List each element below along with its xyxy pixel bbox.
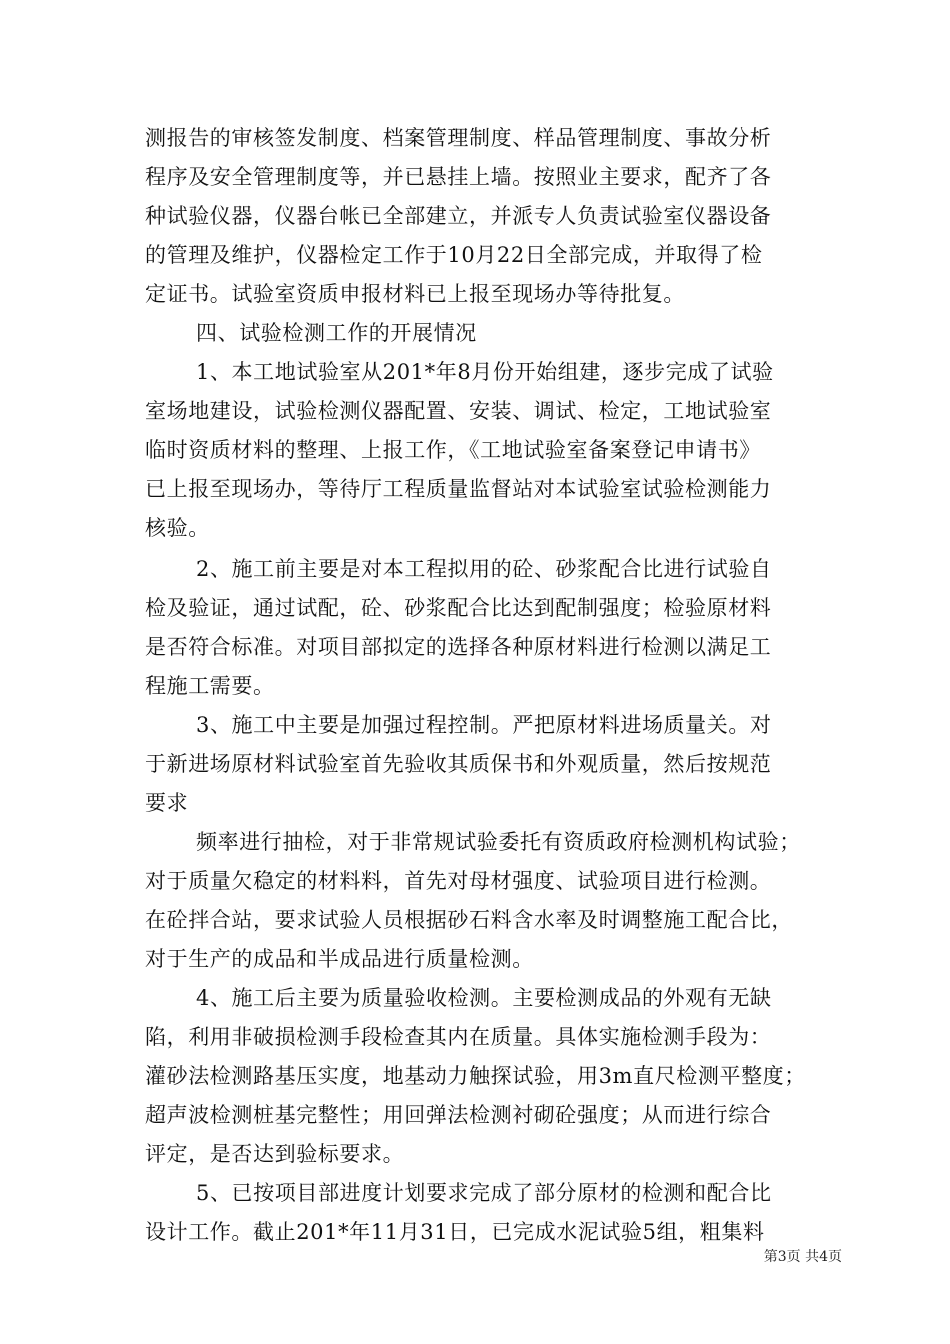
text-line: 已上报至现场办，等待厅工程质量监督站对本试验室试验检测能力 bbox=[145, 477, 772, 501]
text-line: 设计工作。截止201*年11月31日，已完成水泥试验5组，粗集料 bbox=[145, 1220, 765, 1244]
text-line: 灌砂法检测路基压实度，地基动力触探试验，用3m直尺检测平整度； bbox=[145, 1064, 806, 1088]
text-line: 陷，利用非破损检测手段检查其内在质量。具体实施检测手段为： bbox=[145, 1025, 772, 1049]
section-heading: 四、试验检测工作的开展情况 bbox=[196, 321, 477, 345]
text-line: 要求 bbox=[145, 791, 189, 815]
text-line: 定证书。试验室资质申报材料已上报至现场办等待批复。 bbox=[145, 282, 685, 306]
text-line: 对于质量欠稳定的材料料，首先对母材强度、试验项目进行检测。 bbox=[145, 869, 772, 893]
page-number-footer: 第3页 共4页 bbox=[763, 1249, 842, 1265]
text-line: 评定，是否达到验标要求。 bbox=[145, 1142, 405, 1166]
text-line: 对于生产的成品和半成品进行质量检测。 bbox=[145, 947, 534, 971]
text-line: 程施工需要。 bbox=[145, 674, 275, 698]
text-line: 测报告的审核签发制度、档案管理制度、样品管理制度、事故分析 bbox=[145, 126, 772, 150]
text-line: 2、施工前主要是对本工程拟用的砼、砂浆配合比进行试验自 bbox=[196, 557, 772, 581]
text-line: 频率进行抽检，对于非常规试验委托有资质政府检测机构试验； bbox=[196, 830, 801, 854]
text-line: 临时资质材料的整理、上报工作，《工地试验室备案登记申请书》 bbox=[145, 438, 761, 462]
text-line: 5、已按项目部进度计划要求完成了部分原材的检测和配合比 bbox=[196, 1181, 772, 1205]
text-line: 超声波检测桩基完整性；用回弹法检测衬砌砼强度；从而进行综合 bbox=[145, 1103, 772, 1127]
text-line: 在砼拌合站，要求试验人员根据砂石料含水率及时调整施工配合比， bbox=[145, 908, 793, 932]
text-line: 的管理及维护，仪器检定工作于10月22日全部完成，并取得了检 bbox=[145, 243, 763, 267]
text-line: 于新进场原材料试验室首先验收其质保书和外观质量，然后按规范 bbox=[145, 752, 772, 776]
text-line: 检及验证，通过试配，砼、砂浆配合比达到配制强度；检验原材料 bbox=[145, 596, 772, 620]
text-line: 程序及安全管理制度等，并已悬挂上墙。按照业主要求，配齐了各 bbox=[145, 165, 772, 189]
text-line: 3、施工中主要是加强过程控制。严把原材料进场质量关。对 bbox=[196, 713, 772, 737]
text-line: 是否符合标准。对项目部拟定的选择各种原材料进行检测以满足工 bbox=[145, 635, 772, 659]
text-line: 种试验仪器，仪器台帐已全部建立，并派专人负责试验室仪器设备 bbox=[145, 204, 772, 228]
text-line: 4、施工后主要为质量验收检测。主要检测成品的外观有无缺 bbox=[196, 986, 772, 1010]
text-line: 核验。 bbox=[145, 516, 210, 540]
text-line: 室场地建设，试验检测仪器配置、安装、调试、检定，工地试验室 bbox=[145, 399, 772, 423]
text-line: 1、本工地试验室从201*年8月份开始组建，逐步完成了试验 bbox=[196, 360, 774, 384]
